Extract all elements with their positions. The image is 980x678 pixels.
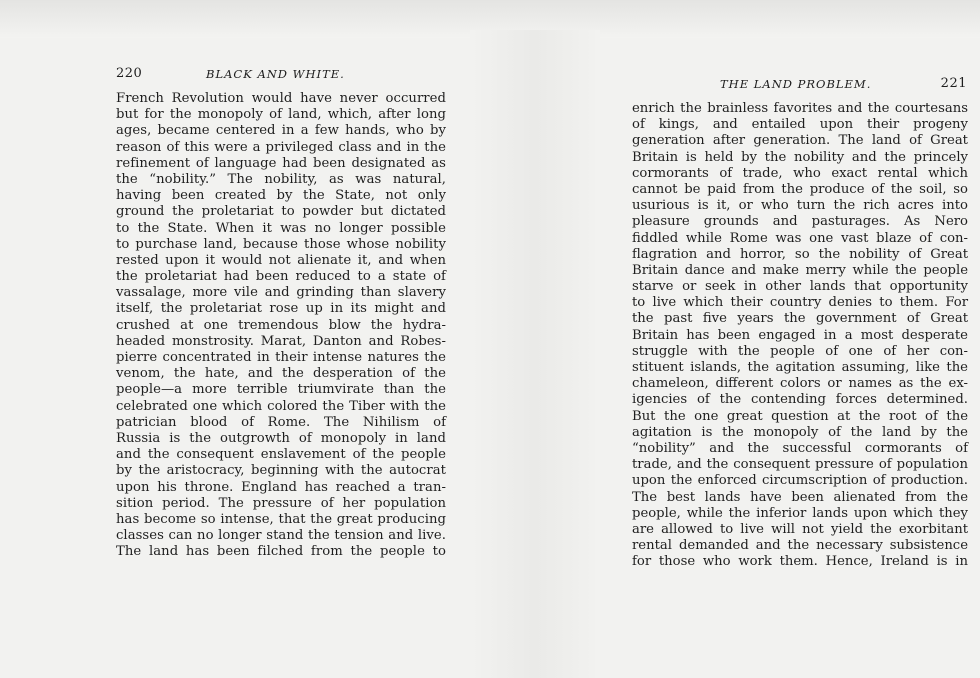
right-body-text	[632, 101, 975, 570]
text-line: “nobility” and the successful cormorants of	[632, 440, 968, 456]
right-page-number: 221	[940, 76, 967, 91]
text-line: for those who work them. Hence, Ireland is in	[632, 554, 968, 570]
text-line: fiddled while Rome was one vast blaze of con-	[632, 230, 968, 246]
text-line: agitation is the monopoly of the land by the	[632, 424, 968, 440]
text-line: sition period. The pressure of her population	[116, 495, 446, 511]
text-line: rested upon it would not alienate it, and when	[116, 252, 446, 268]
text-line: rental demanded and the necessary subsistence	[632, 538, 968, 554]
left-page-number: 220	[116, 66, 143, 81]
text-line: Britain dance and make merry while the people	[632, 262, 968, 278]
text-line: to live which their country denies to them. For	[632, 295, 968, 311]
text-line: vassalage, more vile and grinding than slavery	[116, 285, 446, 301]
text-line: flagration and horror, so the nobility of Great	[632, 246, 968, 262]
text-line: ages, became centered in a few hands, who by	[116, 123, 446, 139]
text-line: enrich the brainless favorites and the courtesans	[632, 101, 968, 116]
text-line: the past five years the government of Great	[632, 311, 968, 327]
left-page	[116, 66, 446, 560]
text-line: Britain has been engaged in a most desperate	[632, 327, 968, 343]
text-line: igencies of the contending forces determined.	[632, 392, 968, 408]
text-line: trade, and the consequent pressure of population	[632, 457, 968, 473]
text-line: people—a more terrible triumvirate than the	[116, 382, 446, 398]
text-line: crushed at one tremendous blow the hydra-	[116, 317, 446, 333]
right-running-head	[632, 76, 975, 94]
text-line: struggle with the people of one of her con-	[632, 343, 968, 359]
book-gutter	[470, 30, 600, 678]
left-running-head	[116, 66, 446, 84]
right-running-title: THE LAND PROBLEM.	[720, 77, 872, 91]
text-line: people, while the inferior lands upon which they	[632, 505, 968, 521]
text-line: patrician blood of Rome. The Nihilism of	[116, 414, 446, 430]
text-line: and the consequent enslavement of the people	[116, 447, 446, 463]
text-line: pleasure grounds and pasturages. As Nero	[632, 214, 968, 230]
text-line: having been created by the State, not only	[116, 188, 446, 204]
text-line: but for the monopoly of land, which, after long	[116, 107, 446, 123]
left-body-text	[116, 91, 446, 560]
text-line: chameleon, different colors or names as the ex-	[632, 376, 968, 392]
text-line: venom, the hate, and the desperation of the	[116, 366, 446, 382]
text-line: the proletariat had been reduced to a state of	[116, 269, 446, 285]
text-line: celebrated one which colored the Tiber with the	[116, 398, 446, 414]
text-line: usurious is it, or who turn the rich acres into	[632, 198, 968, 214]
text-line: French Revolution would have never occurred	[116, 91, 446, 106]
left-running-title: BLACK AND WHITE.	[206, 67, 345, 81]
text-line: upon his throne. England has reached a tran-	[116, 479, 446, 495]
text-line: upon the enforced circumscription of production.	[632, 473, 968, 489]
text-line: of kings, and entailed upon their progeny	[632, 117, 968, 133]
text-line: The land has been filched from the people to	[116, 544, 446, 560]
text-line: The best lands have been alienated from the	[632, 489, 968, 505]
text-line: has become so intense, that the great producing	[116, 511, 446, 527]
text-line: refinement of language had been designated as	[116, 155, 446, 171]
text-line: reason of this were a privileged class and in the	[116, 139, 446, 155]
text-line: Britain is held by the nobility and the princely	[632, 149, 968, 165]
text-line: by the aristocracy, beginning with the autocrat	[116, 463, 446, 479]
text-line: cormorants of trade, who exact rental which	[632, 165, 968, 181]
text-line: itself, the proletariat rose up in its might and	[116, 301, 446, 317]
text-line: to the State. When it was no longer possible	[116, 220, 446, 236]
text-line: to purchase land, because those whose nobility	[116, 236, 446, 252]
text-line: headed monstrosity. Marat, Danton and Robes-	[116, 333, 446, 349]
text-line: generation after generation. The land of Great	[632, 133, 968, 149]
text-line: Russia is the outgrowth of monopoly in land	[116, 430, 446, 446]
text-line: But the one great question at the root of the	[632, 408, 968, 424]
text-line: the “nobility.” The nobility, as was natural,	[116, 171, 446, 187]
text-line: ground the proletariat to powder but dictated	[116, 204, 446, 220]
text-line: cannot be paid from the produce of the soil, so	[632, 181, 968, 197]
text-line: starve or seek in other lands that opportunity	[632, 279, 968, 295]
text-line: pierre concentrated in their intense natures the	[116, 350, 446, 365]
text-line: are allowed to live will not yield the exorbitant	[632, 521, 968, 537]
text-line: classes can no longer stand the tension and live.	[116, 528, 446, 544]
text-line: stituent islands, the agitation assuming, like the	[632, 360, 968, 375]
right-page	[632, 76, 975, 570]
